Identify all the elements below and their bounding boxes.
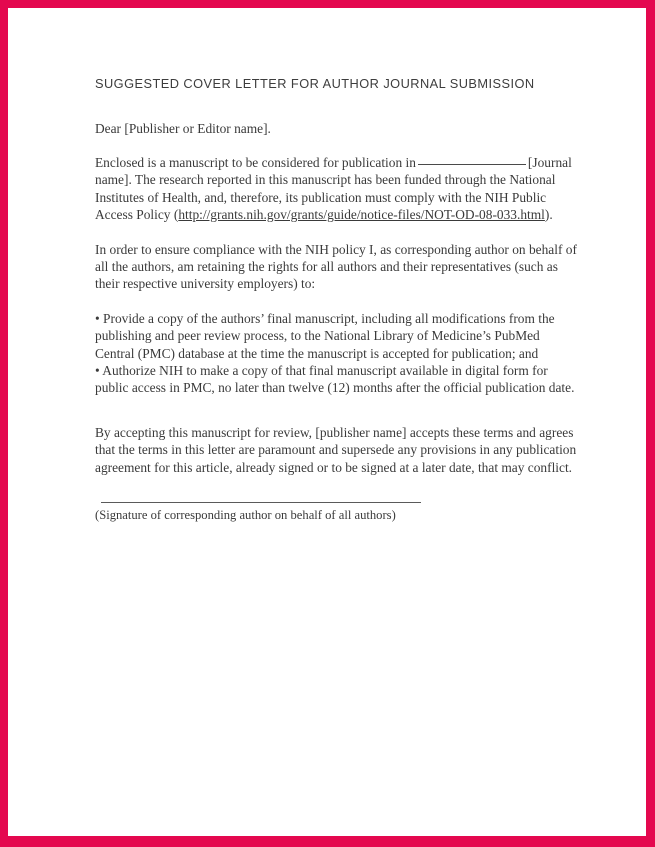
- paragraph-acceptance-terms: By accepting this manuscript for review, [publisher name] accepts these terms and agrees that the terms in this letter are paramount and supersede any provisions in any publication agreement for this article, already signed or to be signed at a later date, that may conflict.: [95, 424, 577, 475]
- paragraph1-tail: ).: [544, 207, 553, 223]
- journal-name-blank-field[interactable]: [418, 164, 526, 165]
- paragraph1-before-blank: Enclosed is a manuscript to be considered for publication in: [95, 155, 416, 170]
- list-item: • Provide a copy of the authors’ final manuscript, including all modifications from the publishing and peer review process, to the National Library of Medicine’s PubMed Central (PMC) database at the time the manuscript is accepted for publication; and: [95, 310, 555, 361]
- signature-line[interactable]: [101, 502, 421, 503]
- spacer: [93, 224, 577, 241]
- border-bottom: [0, 836, 655, 847]
- spacer: [93, 91, 577, 121]
- border-right: [646, 0, 655, 847]
- document-sheet: [8, 8, 646, 836]
- border-top: [0, 0, 655, 8]
- salutation-line: Dear [Publisher or Editor name].: [95, 121, 271, 136]
- border-left: [0, 0, 8, 847]
- spacer: [93, 476, 577, 502]
- letter-content: [93, 76, 577, 523]
- nih-policy-link[interactable]: http://grants.nih.gov/grants/guide/notice-files/NOT-OD-08-033.html: [178, 207, 545, 223]
- list-item: • Authorize NIH to make a copy of that final manuscript available in digital form for public access in PMC, no later than twelve (12) months after the official publication date.: [95, 363, 575, 396]
- paragraph-rights-retention: In order to ensure compliance with the NIH policy I, as corresponding author on behalf of all the authors, am retaining the rights for all authors and their representatives (such as their respective university employers) to:: [95, 241, 577, 292]
- signature-caption: (Signature of corresponding author on behalf of all authors): [95, 508, 396, 523]
- spacer: [93, 293, 577, 310]
- paragraph1-after-blank: [Journal name]. The research reported in this manuscript has been funded through the National Institutes of Health, and, therefore, its publication must comply with the NIH Public Access Policy (: [95, 155, 572, 223]
- spacer: [93, 137, 577, 154]
- paragraph-enclosed-manuscript: [93, 154, 577, 224]
- document-title: SUGGESTED COVER LETTER FOR AUTHOR JOURNAL SUBMISSION: [95, 76, 535, 91]
- spacer: [93, 397, 577, 424]
